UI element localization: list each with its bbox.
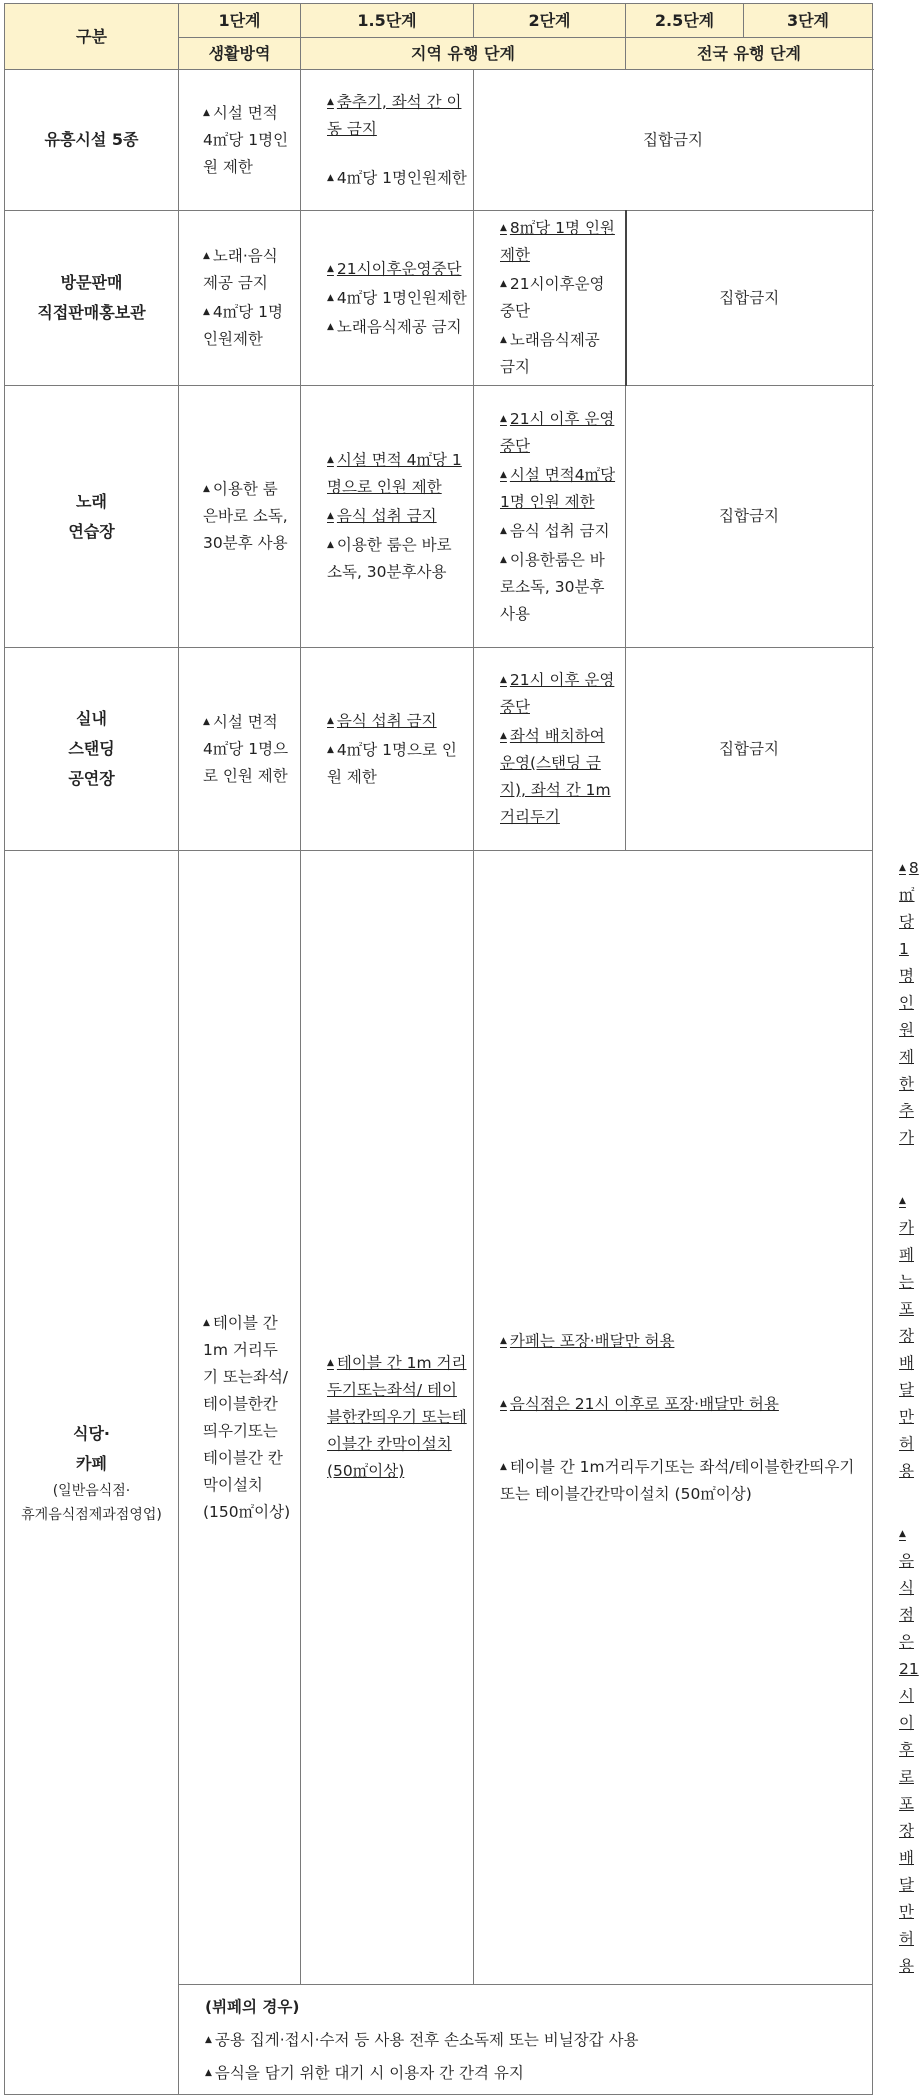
rule-item: ▲ 이용한 룸은바로 소독, 30분후 사용 <box>203 480 288 552</box>
door-sales-stage1 <box>179 211 301 386</box>
karaoke-stage1 <box>179 386 301 648</box>
rule-item: ▲ 시설 면적4㎡당 1명 인원 제한 <box>500 465 616 511</box>
rule-item: ▲ 4㎡당 1명 인원제한 <box>203 303 284 348</box>
row-label-restaurant: 식당· 카페 (일반음식점· 휴게음식점제과점영업) <box>5 851 179 2095</box>
bullet-triangle-icon: ▲ <box>205 2068 212 2078</box>
standing-ban: 집합금지 <box>626 648 873 851</box>
header-stage-3: 3단계 <box>744 4 873 38</box>
bullet-triangle-icon: ▲ <box>203 107 210 118</box>
rule-item: ▲ 테이블 간 1m거리두기또는 좌석/테이블한칸띄우기또는 테이블간칸막이설치 (50㎡이상) <box>500 1457 855 1503</box>
entertainment-stage1-5 <box>301 70 474 211</box>
bullet-triangle-icon: ▲ <box>500 1335 507 1346</box>
karaoke-stage1-5 <box>301 386 474 648</box>
bullet-triangle-icon: ▲ <box>899 1196 906 1206</box>
rule-item: ▲ 21시 이후 운영 중단 <box>500 671 615 716</box>
buffet-title: (뷔페의 경우) <box>205 1998 300 2016</box>
bullet-triangle-icon: ▲ <box>500 525 507 536</box>
karaoke-stage2 <box>474 386 626 648</box>
rule-item: ▲ 춤추기, 좌석 간 이동 금지 <box>327 92 462 138</box>
rule-item: ▲ 노래음식제공 금지 <box>500 331 600 376</box>
bullet-triangle-icon: ▲ <box>327 511 334 521</box>
header-stage-2-5: 2.5단계 <box>626 4 744 38</box>
rule-item: ▲ 좌석 배치하여 운영(스탠딩 금지), 좌석 간 1m 거리두기 <box>500 727 611 826</box>
bullet-triangle-icon: ▲ <box>500 731 507 741</box>
door-sales-stage2 <box>474 211 626 386</box>
row-label-entertainment: 유흥시설 5종 <box>5 70 179 211</box>
rule-item: ▲ 4㎡당 1명으로 인원 제한 <box>327 740 457 786</box>
bullet-triangle-icon: ▲ <box>203 1317 210 1328</box>
rule-item: ▲ 테이블 간 1m 거리두기 또는좌석/ 테이블한칸 띄우기또는 테이블간 칸막이설치 (150㎡이상) <box>203 1313 291 1521</box>
restaurant-stage1-5 <box>301 851 474 1985</box>
rule-item: ▲ 시설 면적 4㎡당 1명으로 인원 제한 <box>203 712 289 785</box>
rule-item: ▲ 시설 면적 4㎡당 1명으로 인원 제한 <box>327 451 462 496</box>
bullet-triangle-icon: ▲ <box>203 484 210 494</box>
bullet-triangle-icon: ▲ <box>327 744 334 755</box>
bullet-triangle-icon: ▲ <box>500 279 507 289</box>
row-label-door-sales: 방문판매 직접판매홍보관 <box>5 211 179 386</box>
rule-item: ▲ 21시 이후 운영 중단 <box>500 409 615 455</box>
bullet-triangle-icon: ▲ <box>327 292 334 303</box>
buffet-note <box>179 1985 873 2095</box>
rule-item: ▲ 노래음식제공 금지 <box>327 317 462 336</box>
standing-stage1 <box>179 648 301 851</box>
bullet-triangle-icon: ▲ <box>327 455 334 465</box>
row-label-karaoke: 노래 연습장 <box>5 386 179 648</box>
bullet-triangle-icon: ▲ <box>500 223 507 233</box>
rule-item: ▲ 공용 집게·접시·수저 등 사용 전후 손소독제 또는 비닐장갑 사용 <box>205 2031 639 2049</box>
bullet-triangle-icon: ▲ <box>500 1461 507 1472</box>
rule-item: ▲ 21시이후운영중단 <box>500 275 605 320</box>
door-sales-stage1-5 <box>301 211 474 386</box>
restaurant-stage2 <box>474 851 873 1985</box>
bullet-triangle-icon: ▲ <box>500 675 507 685</box>
bullet-triangle-icon: ▲ <box>327 263 334 274</box>
header-stage-2: 2단계 <box>474 4 626 38</box>
bullet-triangle-icon: ▲ <box>500 469 507 480</box>
rule-item: ▲ 8㎡당 1명 인원 제한 <box>500 219 615 264</box>
bullet-triangle-icon: ▲ <box>500 413 507 424</box>
standing-stage2 <box>474 648 626 851</box>
rule-item: ▲ 음식 섭취 금지 <box>327 507 437 525</box>
rule-item: ▲ 4㎡당 1명인원제한 <box>327 288 467 307</box>
bullet-triangle-icon: ▲ <box>203 716 210 727</box>
rule-item: ▲ 카페는 포장·배달만 허용 <box>500 1331 675 1350</box>
distancing-rules-table: 구분 1단계 1.5단계 2단계 2.5단계 3단계 생활방역 지역 유행 단계 전국 유행 단계 유흥시설 5종 ▲ 시설 면적 4㎡당 1명인원 제한 ▲ 춤추기, 좌석 간 이동 금지 ▲ 4㎡당 1명인원제한 집합금지 방문판매 직접판매홍보관 ▲ 노래·음식 제공 금지 ▲ 4㎡당 1명 인원제한 ▲ 21시이후운영중단 ▲ 4㎡당 1명인원제한 ▲ 노래음식제공 금지 ▲ 8㎡당 1명 인원 제한 ▲ 21시이후운영중단 ▲ 노래음식제공 금지 집합금지 노래 연습장 ▲ 이용한 룸은바로 소독, 30분후 사용 ▲ 시설 면적 4㎡당 1명으로 인원 제한 ▲ 음식 섭취 금지 ▲ 이용한 룸은 바로 소독, 30분후사용 ▲ 21시 이후 운영 중단 ▲ 시설 면적4㎡당 1명 인원 제한 ▲ 음식 섭취 금지 ▲ 이용한룸은 바로소독, 30분후 사용 집합금지 실내 스탠딩 공연장 ▲ 시설 면적 4㎡당 1명으로 인원 제한 ▲ 음식 섭취 금지 ▲ 4㎡당 1명으로 인원 제한 ▲ 21시 이후 운영 중단 ▲ 좌석 배치하여 운영(스탠딩 금지), 좌석 간 1m 거리두기 집합금지 식당· 카페 (일반음식점· 휴게음식점제과점영업) ▲ 테이블 간 1m 거리두기 또는좌석/ 테이블한칸 띄우기또는 테이블간 칸막이설치 (150㎡이상) ▲ 테이블 간 1m 거리두기또는좌석/ 테이블한칸띄우기 또는테이블간 칸막이설치 (50㎡이상) ▲ 카페는 포장·배달만 허용 ▲ 음식점은 21시 이후로 포장·배달만 허용 ▲ 테이블 간 1m거리두기또는 좌석/테이블한칸띄우기또는 테이블간칸막이설치 (50㎡이상) ▲ 8㎡당 1명 인원 제한 추가 ▲카페는 포장배달만 허용 ▲음식점은 21시이후로 포장배달만 허용 (뷔페의 경우) ▲ 공용 집게·접시·수저 등 사용 전후 손소독제 또는 비닐장갑 사용 ▲ 음식을 담기 위한 대기 시 이용자 간 간격 유지 <box>4 3 873 2095</box>
header-stage-1-5: 1.5단계 <box>301 4 474 38</box>
row-label-standing-venue: 실내 스탠딩 공연장 <box>5 648 179 851</box>
rule-item: ▲ 테이블 간 1m 거리두기또는좌석/ 테이블한칸띄우기 또는테이블간 칸막이설치 (50㎡이상) <box>327 1354 467 1480</box>
rule-item: ▲ 음식을 담기 위한 대기 시 이용자 간 간격 유지 <box>205 2064 524 2082</box>
header-group-national: 전국 유행 단계 <box>626 38 873 70</box>
bullet-triangle-icon: ▲ <box>203 307 210 317</box>
header-group-regional: 지역 유행 단계 <box>301 38 626 70</box>
rule-item: ▲ 21시이후운영중단 <box>327 259 462 278</box>
entertainment-ban: 집합금지 <box>474 70 873 211</box>
restaurant-stage1 <box>179 851 301 1985</box>
standing-stage1-5 <box>301 648 474 851</box>
bullet-triangle-icon: ▲ <box>500 335 507 345</box>
bullet-triangle-icon: ▲ <box>203 251 210 261</box>
bullet-triangle-icon: ▲ <box>327 540 334 550</box>
bullet-triangle-icon: ▲ <box>500 554 507 565</box>
bullet-triangle-icon: ▲ <box>500 1398 507 1409</box>
header-category: 구분 <box>5 4 179 70</box>
header-group-daily: 생활방역 <box>179 38 301 70</box>
rule-item: ▲ 음식 섭취 금지 <box>500 521 610 540</box>
bullet-triangle-icon: ▲ <box>327 1358 334 1368</box>
bullet-triangle-icon: ▲ <box>899 863 906 873</box>
rule-item: ▲ 시설 면적 4㎡당 1명인원 제한 <box>203 103 289 176</box>
bullet-triangle-icon: ▲ <box>899 1529 906 1539</box>
door-sales-ban: 집합금지 <box>626 211 873 386</box>
bullet-triangle-icon: ▲ <box>327 715 334 726</box>
rule-item: ▲ 음식 섭취 금지 <box>327 711 437 730</box>
rule-item: ▲ 이용한 룸은 바로 소독, 30분후사용 <box>327 536 452 581</box>
bullet-triangle-icon: ▲ <box>327 96 334 107</box>
rule-item: ▲ 노래·음식 제공 금지 <box>203 247 278 292</box>
rule-item: ▲ 이용한룸은 바로소독, 30분후 사용 <box>500 550 605 623</box>
rule-item: ▲ 4㎡당 1명인원제한 <box>327 168 467 187</box>
bullet-triangle-icon: ▲ <box>205 2035 212 2045</box>
bullet-triangle-icon: ▲ <box>327 321 334 332</box>
rule-item: ▲ 음식점은 21시 이후로 포장·배달만 허용 <box>500 1394 779 1413</box>
entertainment-stage1 <box>179 70 301 211</box>
bullet-triangle-icon: ▲ <box>327 172 334 183</box>
karaoke-ban: 집합금지 <box>626 386 873 648</box>
header-stage-1: 1단계 <box>179 4 301 38</box>
